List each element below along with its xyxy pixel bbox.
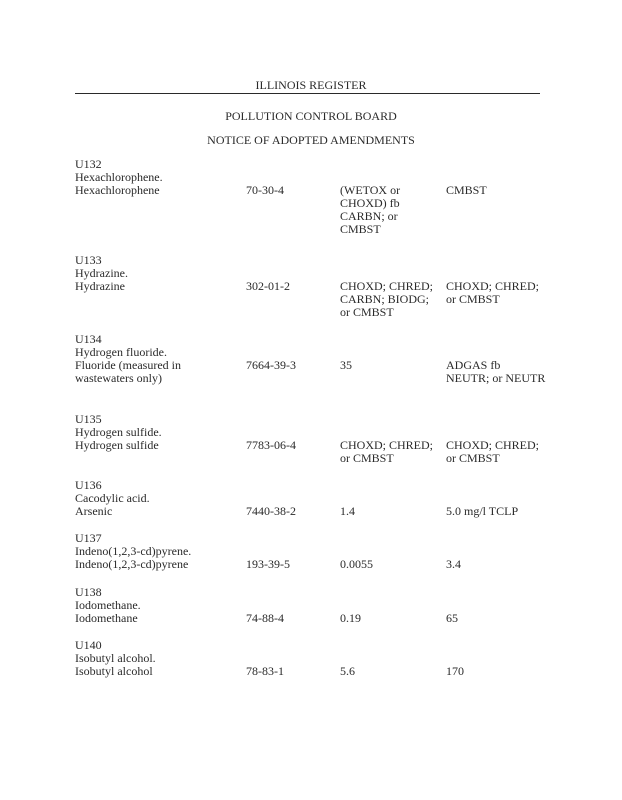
- constituent-name: Indeno(1,2,3-cd)pyrene: [75, 557, 189, 571]
- cas-number: 7783-06-4: [246, 438, 296, 452]
- nonwastewater-standard: 3.4: [446, 557, 461, 571]
- waste-entry-u132: [75, 157, 545, 236]
- constituent-name: Arsenic: [75, 504, 113, 518]
- wastewater-standard: 35: [340, 358, 352, 372]
- wastewater-standard: 0.19: [340, 611, 361, 625]
- notice-title: NOTICE OF ADOPTED AMENDMENTS: [207, 133, 415, 147]
- waste-code: U133: [75, 253, 102, 267]
- header-rule: [75, 93, 540, 94]
- waste-description: Isobutyl alcohol.: [75, 651, 156, 665]
- wastewater-standard: 0.0055: [340, 557, 373, 571]
- constituent-name: Fluoride (measured in wastewaters only): [75, 358, 181, 385]
- constituent-name: Hexachlorophene: [75, 183, 160, 197]
- waste-description: Hydrogen fluoride.: [75, 345, 167, 359]
- waste-code: U140: [75, 638, 102, 652]
- cas-number: 302-01-2: [246, 279, 290, 293]
- cas-number: 193-39-5: [246, 557, 290, 571]
- constituent-row: [75, 183, 545, 236]
- constituent-row: [75, 558, 545, 571]
- waste-description: Hydrogen sulfide.: [75, 425, 162, 439]
- cas-number: 7440-38-2: [246, 504, 296, 518]
- constituent-row: [75, 438, 545, 465]
- constituent-row: [75, 665, 545, 678]
- waste-description: Hydrazine.: [75, 266, 128, 280]
- nonwastewater-standard: 170: [446, 664, 464, 678]
- constituent-row: [75, 359, 545, 385]
- waste-code: U135: [75, 412, 102, 426]
- constituent-name: Iodomethane: [75, 611, 138, 625]
- waste-description: Cacodylic acid.: [75, 491, 150, 505]
- wastewater-standard: CHOXD; CHRED; CARBN; BIODG; or CMBST: [340, 279, 434, 319]
- waste-entry-u138: [75, 586, 545, 625]
- waste-entry-u137: [75, 532, 545, 571]
- wastewater-standard: 5.6: [340, 664, 355, 678]
- cas-number: 7664-39-3: [246, 358, 296, 372]
- wastewater-standard: 1.4: [340, 504, 355, 518]
- waste-description: Hexachlorophene.: [75, 170, 163, 184]
- cas-number: 70-30-4: [246, 183, 284, 197]
- constituent-name: Isobutyl alcohol: [75, 664, 153, 678]
- waste-code: U132: [75, 157, 102, 171]
- waste-code: U138: [75, 585, 102, 599]
- register-title: ILLINOIS REGISTER: [255, 78, 367, 92]
- constituent-name: Hydrazine: [75, 279, 125, 293]
- nonwastewater-standard: CHOXD; CHRED; or CMBST: [446, 438, 540, 465]
- cas-number: 74-88-4: [246, 611, 284, 625]
- waste-code: U137: [75, 531, 102, 545]
- constituent-row: [75, 505, 545, 518]
- waste-entry-u133: [75, 253, 545, 319]
- cas-number: 78-83-1: [246, 664, 284, 678]
- nonwastewater-standard: 65: [446, 611, 458, 625]
- nonwastewater-standard: CHOXD; CHRED; or CMBST: [446, 279, 540, 306]
- waste-description: Indeno(1,2,3-cd)pyrene.: [75, 544, 192, 558]
- waste-entry-u134: [75, 333, 545, 385]
- nonwastewater-standard: CMBST: [446, 183, 487, 197]
- constituent-row: [75, 612, 545, 625]
- constituent-row: [75, 279, 545, 319]
- waste-code: U134: [75, 332, 102, 346]
- board-title: POLLUTION CONTROL BOARD: [225, 109, 397, 123]
- wastewater-standard: (WETOX or CHOXD) fb CARBN; or CMBST: [340, 183, 401, 236]
- waste-code: U136: [75, 478, 102, 492]
- waste-entry-u135: [75, 412, 545, 465]
- constituent-name: Hydrogen sulfide: [75, 438, 159, 452]
- wastewater-standard: CHOXD; CHRED; or CMBST: [340, 438, 434, 465]
- nonwastewater-standard: ADGAS fb NEUTR; or NEUTR: [446, 358, 546, 385]
- waste-description: Iodomethane.: [75, 598, 141, 612]
- nonwastewater-standard: 5.0 mg/l TCLP: [446, 504, 519, 518]
- waste-entry-u140: [75, 639, 545, 678]
- waste-entry-u136: [75, 479, 545, 518]
